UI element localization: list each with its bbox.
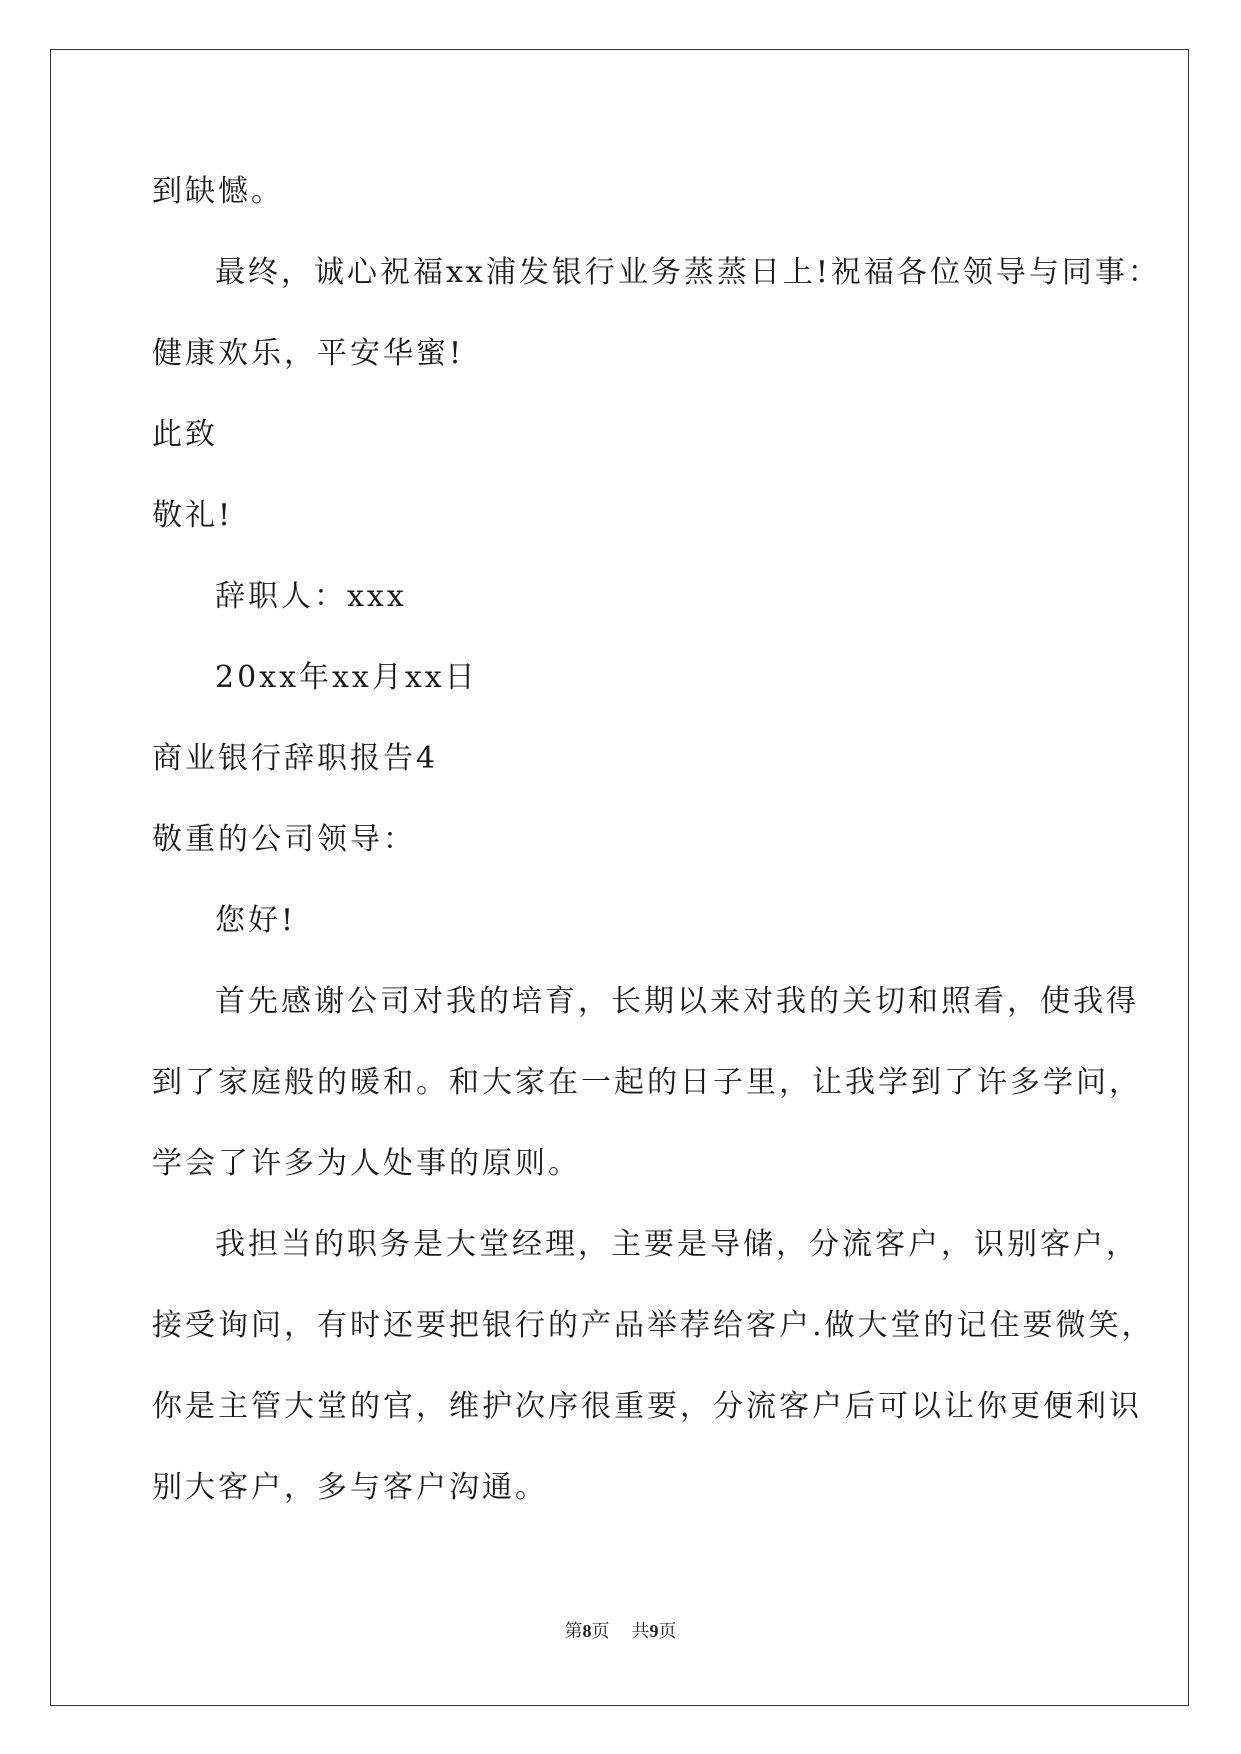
page-border [50,49,1189,1706]
page-prefix: 第 [564,1621,583,1642]
paragraph-line: 我担当的职务是大堂经理，主要是导储，分流客户，识别客户， [215,1227,1139,1262]
section-title: 商业银行辞职报告4 [152,741,439,776]
total-prefix: 共 [631,1621,650,1642]
text-line: 到缺憾。 [152,174,284,209]
paragraph-line: 接受询问，有时还要把银行的产品举荐给客户.做大堂的记住要微笑， [152,1308,1155,1343]
page-suffix: 页 [591,1621,610,1642]
date-line: 20xx年xx月xx日 [215,660,478,695]
greeting-hello: 您好! [215,903,297,938]
closing-salutation: 此致 [152,417,218,452]
paragraph-line: 你是主管大堂的官，维护次序很重要，分流客户后可以让你更便利识 [152,1389,1142,1424]
greeting-line: 敬重的公司领导： [152,822,416,857]
closing-regards: 敬礼! [152,498,234,533]
paragraph-line: 别大客户，多与客户沟通。 [152,1470,548,1505]
total-page-number: 9 [649,1621,659,1641]
paragraph-line: 首先感谢公司对我的培育，长期以来对我的关切和照看，使我得 [215,984,1139,1019]
page-footer [0,1619,1241,1644]
total-suffix: 页 [658,1621,677,1642]
paragraph-line: 到了家庭般的暖和。和大家在一起的日子里，让我学到了许多学问， [152,1065,1142,1100]
current-page-number: 8 [582,1621,592,1641]
text-line: 健康欢乐，平安华蜜! [152,336,465,371]
paragraph-line: 学会了许多为人处事的原则。 [152,1146,581,1181]
paragraph-line: 最终，诚心祝福xx浦发银行业务蒸蒸日上!祝福各位领导与同事： [215,255,1161,290]
signature-line: 辞职人：xxx [215,579,407,614]
